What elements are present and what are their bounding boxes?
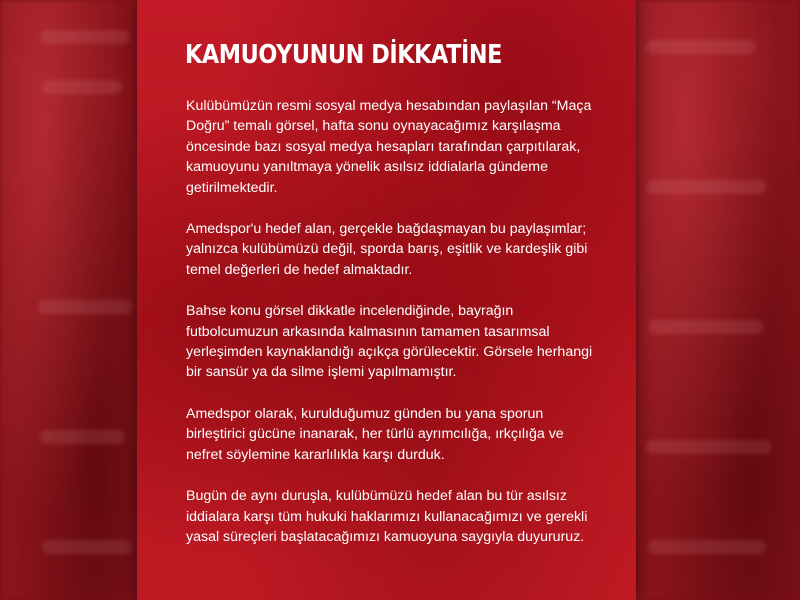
notice-paragraph: Amedspor'u hedef alan, gerçekle bağdaşmayan bu paylaşımlar; yalnızca kulübümüzü değil, sporda barış, eşitlik ve kardeşlik gibi temel değerleri de hedef almaktadır. [186, 221, 588, 278]
blurred-background-right [636, 0, 800, 600]
notice-card [137, 0, 636, 600]
notice-body [186, 96, 596, 568]
notice-paragraph: Bahse konu görsel dikkatle incelendiğinde, bayrağın futbolcumuzun arkasında kalmasının tamamen tasarımsal yerleşimden kaynaklandığı açıkça görülecektir. Görsele herhangi bir sansür ya da silme işlemi yapılmamıştır. [186, 303, 593, 381]
notice-paragraph: Amedspor olarak, kurulduğumuz günden bu yana sporun birleştirici gücüne inanarak, her türlü ayrımcılığa, ırkçılığa ve nefret söylemine kararlılıkla karşı durduk. [186, 405, 564, 463]
notice-paragraph: Bugün de aynı duruşla, kulübümüzü hedef alan bu tür asılsız iddialara karşı tüm hukuki haklarımızı kullanacağımızı ve gerekli yasal süreçleri başlatacağımızı kamuoyuna saygıyla duyururuz. [186, 488, 588, 545]
notice-paragraph: Kulübümüzün resmi sosyal medya hesabından paylaşılan “Maça Doğru” temalı görsel, hafta sonu oynayacağımız karşılaşma öncesinde bazı sosyal medya hesapları tarafından çarpıtılarak, kamuoyunu yanıltmaya yönelik asılsız iddialarla gündeme getirilmektedir. [186, 98, 592, 196]
blurred-background-left [0, 0, 137, 600]
notice-title: KAMUOYUNUN DİKKATİNE [185, 40, 503, 70]
